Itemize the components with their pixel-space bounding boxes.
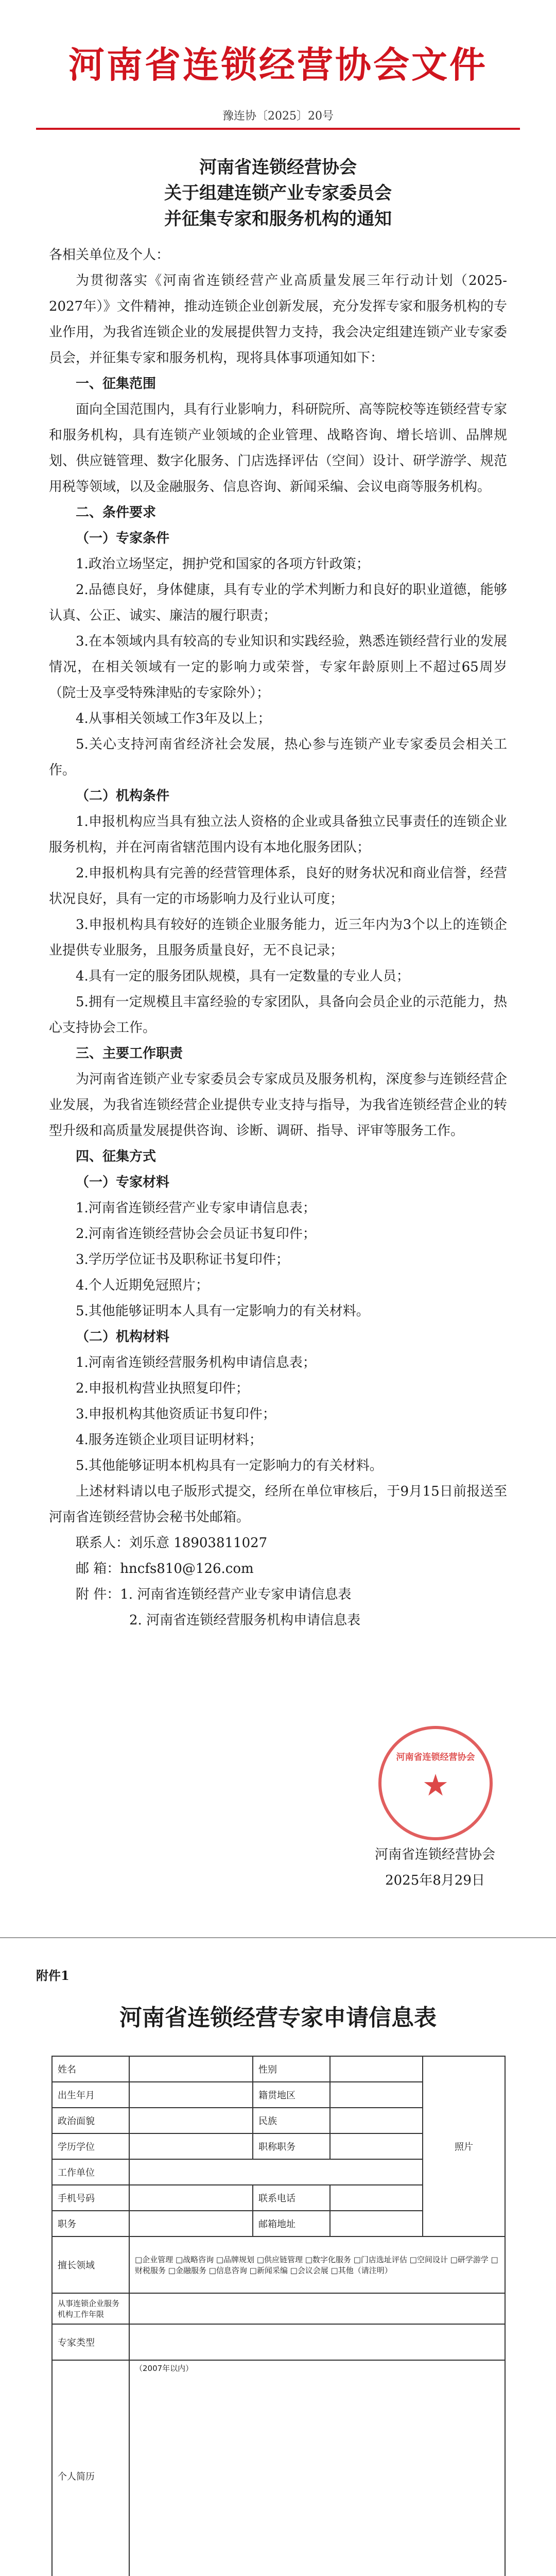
section-2-sub1: （一）专家条件 xyxy=(76,531,170,546)
expert-material-item: 2.河南省连锁经营协会会员证书复印件； xyxy=(76,1226,316,1242)
expert-condition-item: 2.品德良好，身体健康，具有专业的学术判断力和良好的职业道德，能够认真、公正、诚实、廉洁的履行职责； xyxy=(49,582,507,623)
attachment-1: 附 件：1. 河南省连锁经营产业专家申请信息表 xyxy=(76,1587,352,1602)
work-unit-field[interactable] xyxy=(129,2159,423,2185)
document-header-title: 河南省连锁经营协会文件 xyxy=(68,43,488,86)
org-material-item: 5.其他能够证明本机构具有一定影响力的有关材料。 xyxy=(76,1458,383,1473)
form-row-field xyxy=(52,2236,505,2293)
appendix-1-title: 河南省连锁经营专家申请信息表 xyxy=(119,2005,437,2031)
form-label: 职称职务 xyxy=(253,2133,330,2159)
ethnicity-field[interactable] xyxy=(330,2108,423,2133)
origin-field[interactable] xyxy=(330,2082,423,2108)
expert-type-field[interactable] xyxy=(129,2324,505,2360)
job-field[interactable] xyxy=(129,2211,253,2236)
page-break-divider xyxy=(0,1937,556,1938)
document-number: 豫连协〔2025〕20号 xyxy=(222,110,334,123)
years-field[interactable] xyxy=(129,2293,505,2324)
seal-text: 河南省连锁经营协会 xyxy=(396,1752,475,1762)
section-3-text: 为河南省连锁产业专家委员会专家成员及服务机构，深度参与连锁经营企业发展，为我省连锁经营企业提供专业支持与指导，为我省连锁经营企业的转型升级和高质量发展提供咨询、诊断、调研、指导、评审等服务工作。 xyxy=(49,1072,507,1139)
notice-title xyxy=(0,155,556,232)
telephone-field[interactable] xyxy=(330,2185,423,2211)
section-2-sub2: （二）机构条件 xyxy=(76,788,170,804)
form-row-name xyxy=(52,2056,505,2082)
section-4-sub2: （二）机构材料 xyxy=(76,1329,170,1345)
org-material-item: 2.申报机构营业执照复印件； xyxy=(76,1381,249,1396)
form-label: 专家类型 xyxy=(52,2324,129,2360)
expert-condition-item: 4.从事相关领域工作3年及以上； xyxy=(76,711,271,726)
resume-note: （2007年以内） xyxy=(135,2364,194,2373)
form-label: 手机号码 xyxy=(52,2185,129,2211)
form-label: 个人简历 xyxy=(52,2360,129,2576)
expert-material-item: 1.河南省连锁经营产业专家申请信息表； xyxy=(76,1200,316,1216)
org-condition-item: 4.具有一定的服务团队规模，具有一定数量的专业人员； xyxy=(76,969,410,984)
form-label: 姓名 xyxy=(52,2056,129,2082)
signature-block xyxy=(350,1842,520,1893)
contact-person: 联系人：刘乐意 18903811027 xyxy=(76,1535,268,1551)
photo-cell[interactable]: 照片 xyxy=(423,2056,505,2236)
form-label: 职务 xyxy=(52,2211,129,2236)
section-4-heading: 四、征集方式 xyxy=(76,1149,157,1164)
section-1-text: 面向全国范围内，具有行业影响力，科研院所、高等院校等连锁经营专家和服务机构，具有连锁产业领域的企业管理、战略咨询、增长培训、品牌规划、供应链管理、数字化服务、门店选择评估（空间）设计、研学游学、规范用税等领域，以及金融服务、信息咨询、新闻采编、会议电商等服务机构。 xyxy=(49,402,507,495)
notice-title-line2: 关于组建连锁产业专家委员会 xyxy=(164,183,392,204)
seal-star-icon: ★ xyxy=(422,1768,449,1803)
notice-title-line1: 河南省连锁经营协会 xyxy=(199,157,357,178)
expert-condition-item: 3.在本领域内具有较高的专业知识和实践经验，熟悉连锁经营行业的发展情况，在相关领域有一定的影响力或荣誉，专家年龄原则上不超过65周岁（院士及享受特殊津贴的专家除外）； xyxy=(49,634,507,701)
form-row-resume xyxy=(52,2360,505,2576)
org-condition-item: 1.申报机构应当具有独立法人资格的企业或具备独立民事责任的连锁企业服务机构，并在河南省辖范围内设有本地化服务团队； xyxy=(49,814,507,855)
form-label: 联系电话 xyxy=(253,2185,330,2211)
expertise-checkbox-group[interactable]: □企业管理 □战略咨询 □品牌规划 □供应链管理 □数字化服务 □门店选址评估 □空间设计 □研学游学 □财税服务 □金融服务 □信息咨询 □新闻采编 □会议会展 □其他（请注明） xyxy=(129,2236,505,2293)
expert-condition-item: 5.关心支持河南省经济社会发展，热心参与连锁产业专家委员会相关工作。 xyxy=(49,737,507,778)
section-4-sub1: （一）专家材料 xyxy=(76,1175,170,1190)
expert-material-item: 3.学历学位证书及职称证书复印件； xyxy=(76,1252,289,1267)
section-3-heading: 三、主要工作职责 xyxy=(76,1046,183,1061)
notice-body xyxy=(49,242,507,1633)
deadline-paragraph: 上述材料请以电子版形式提交，经所在单位审核后，于9月15日前报送至河南省连锁经营协会秘书处邮箱。 xyxy=(49,1484,507,1525)
form-row-expert-type xyxy=(52,2324,505,2360)
expert-application-form xyxy=(51,2056,506,2576)
form-label: 民族 xyxy=(253,2108,330,2133)
notice-title-line3: 并征集专家和服务机构的通知 xyxy=(164,209,392,229)
title-field[interactable] xyxy=(330,2133,423,2159)
form-label: 性别 xyxy=(253,2056,330,2082)
expert-material-item: 5.其他能够证明本人具有一定影响力的有关材料。 xyxy=(76,1303,370,1319)
name-field[interactable] xyxy=(129,2056,253,2082)
appendix-1-label: 附件1 xyxy=(36,1968,70,1983)
education-field[interactable] xyxy=(129,2133,253,2159)
org-condition-item: 3.申报机构具有较好的连锁企业服务能力，近三年内为3个以上的连锁企业提供专业服务，且服务质量良好，无不良记录； xyxy=(49,917,507,958)
resume-field[interactable] xyxy=(129,2360,505,2576)
form-label: 政治面貌 xyxy=(52,2108,129,2133)
form-row-years xyxy=(52,2293,505,2324)
org-condition-item: 2.申报机构具有完善的经营管理体系，良好的财务状况和商业信誉，经营状况良好，具有一定的市场影响力及行业认可度； xyxy=(49,866,507,907)
form-label: 学历学位 xyxy=(52,2133,129,2159)
birth-field[interactable] xyxy=(129,2082,253,2108)
gender-field[interactable] xyxy=(330,2056,423,2082)
expert-material-item: 4.个人近期免冠照片； xyxy=(76,1278,209,1293)
header-divider xyxy=(36,128,520,130)
form-label: 籍贯地区 xyxy=(253,2082,330,2108)
political-field[interactable] xyxy=(129,2108,253,2133)
contact-email[interactable]: 邮 箱：hncfs810@126.com xyxy=(76,1561,254,1577)
intro-paragraph: 为贯彻落实《河南省连锁经营产业高质量发展三年行动计划（2025-2027年）》文件精神，推动连锁企业创新发展，充分发挥专家和服务机构的专业作用，为我省连锁企业的发展提供智力支持，我会决定组建连锁产业专家委员会，并征集专家和服务机构，现将具体事项通知如下： xyxy=(49,273,507,366)
org-condition-item: 5.拥有一定规模且丰富经验的专家团队，具备向会员企业的示范能力，热心支持协会工作。 xyxy=(49,994,507,1036)
section-2-heading: 二、条件要求 xyxy=(76,505,157,520)
org-material-item: 1.河南省连锁经营服务机构申请信息表； xyxy=(76,1355,316,1370)
expert-condition-item: 1.政治立场坚定，拥护党和国家的各项方针政策； xyxy=(76,556,370,572)
email-field[interactable] xyxy=(330,2211,423,2236)
org-material-item: 3.申报机构其他资质证书复印件； xyxy=(76,1406,276,1422)
official-seal xyxy=(378,1726,493,1840)
form-label: 工作单位 xyxy=(52,2159,129,2185)
attachment-2: 2. 河南省连锁经营服务机构申请信息表 xyxy=(129,1613,361,1628)
salutation: 各相关单位及个人： xyxy=(49,247,170,263)
mobile-field[interactable] xyxy=(129,2185,253,2211)
org-material-item: 4.服务连锁企业项目证明材料； xyxy=(76,1432,263,1448)
signing-organization: 河南省连锁经营协会 xyxy=(374,1847,495,1862)
form-label: 从事连锁企业服务机构工作年限 xyxy=(52,2293,129,2324)
form-label: 邮箱地址 xyxy=(253,2211,330,2236)
section-1-heading: 一、征集范围 xyxy=(76,376,157,392)
form-label: 擅长领域 xyxy=(52,2236,129,2293)
form-label: 出生年月 xyxy=(52,2082,129,2108)
signing-date: 2025年8月29日 xyxy=(385,1873,485,1888)
